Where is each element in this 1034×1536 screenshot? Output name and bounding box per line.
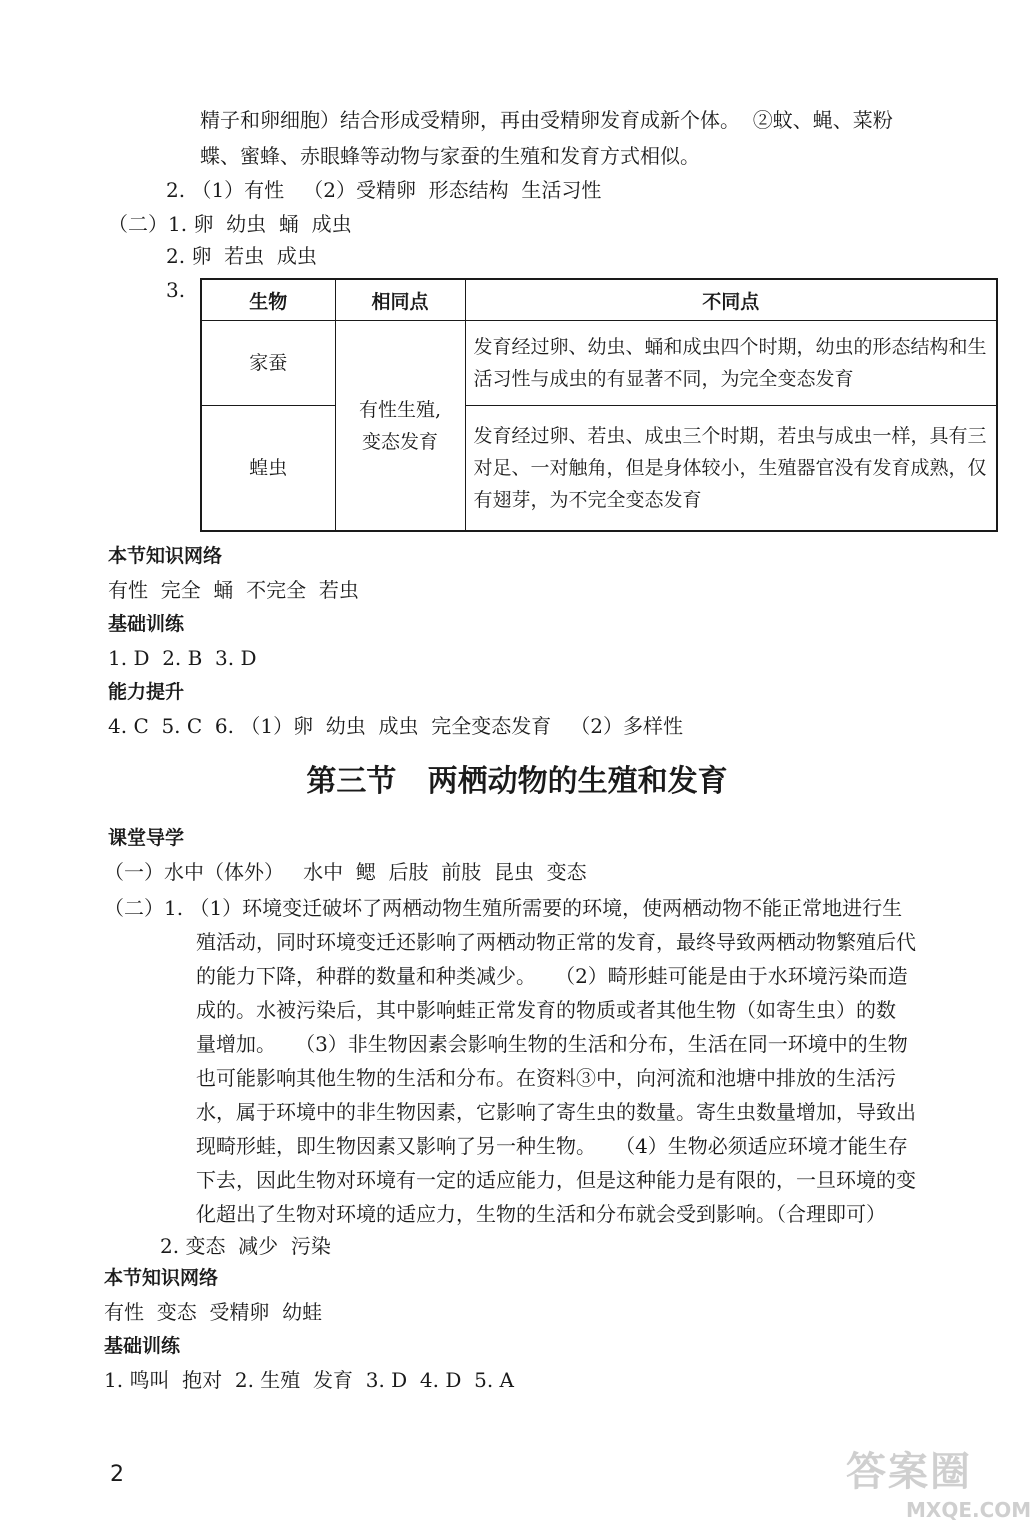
organism-cell: 家蚕 <box>201 321 335 406</box>
heading-basic-training: 基础训练 <box>108 613 185 635</box>
difference-cell: 发育经过卵、若虫、成虫三个时期，若虫与成虫一样，具有三对足、一对触角，但是身体较小，生殖器官没有发育成熟，仅有翅芽，为不完全变态发育 <box>465 406 997 531</box>
comparison-table <box>200 278 998 532</box>
answer-line: 精子和卵细胞）结合形成受精卵，再由受精卵发育成新个体。 ②蚊、蝇、菜粉 <box>200 108 893 132</box>
answer-line: 1. D 2. B 3. D <box>108 646 257 670</box>
watermark-logo <box>846 1440 1032 1530</box>
heading-knowledge-network: 本节知识网络 <box>104 1267 219 1289</box>
difference-cell: 发育经过卵、幼虫、蛹和成虫四个时期，幼虫的形态结构和生活习性与成虫的有显著不同，为完全变态发育 <box>465 321 997 406</box>
heading-ability: 能力提升 <box>108 681 185 703</box>
table-header: 不同点 <box>465 279 997 321</box>
answer-line: 有性 变态 受精卵 幼蛙 <box>104 1300 323 1324</box>
answer-paragraph-line: 也可能影响其他生物的生活和分布。在资料③中，向河流和池塘中排放的生活污 <box>196 1066 896 1090</box>
answer-paragraph-line: 水，属于环境中的非生物因素，它影响了寄生虫的数量。寄生虫数量增加，导致出 <box>196 1100 916 1124</box>
table-header: 相同点 <box>335 279 465 321</box>
common-cell <box>335 321 465 532</box>
answer-paragraph-line: 化超出了生物对环境的适应力，生物的生活和分布就会受到影响。（合理即可） <box>196 1202 886 1226</box>
table-row <box>201 321 997 406</box>
answer-line: 2. 变态 减少 污染 <box>160 1234 331 1258</box>
answer-paragraph-line: 量增加。 （3）非生物因素会影响生物的生活和分布，生活在同一环境中的生物 <box>196 1032 908 1056</box>
answer-paragraph-line: 现畸形蛙，即生物因素又影响了另一种生物。 （4）生物必须适应环境才能生存 <box>196 1134 908 1158</box>
heading-class-guide: 课堂导学 <box>108 827 185 849</box>
answer-line: 4. C 5. C 6. （1）卵 幼虫 成虫 完全变态发育 （2）多样性 <box>108 714 684 738</box>
page-number: 2 <box>110 1462 124 1487</box>
answer-line: 有性 完全 蛹 不完全 若虫 <box>108 578 359 602</box>
answer-line: 1. 鸣叫 抱对 2. 生殖 发育 3. D 4. D 5. A <box>104 1368 514 1392</box>
answer-paragraph-line: 的能力下降，种群的数量和种类减少。 （2）畸形蛙可能是由于水环境污染而造 <box>196 964 908 988</box>
answer-line: 2. 卵 若虫 成虫 <box>166 244 317 268</box>
common-text: 变态发育 <box>361 430 438 453</box>
answer-line: （二）1. 卵 幼虫 蛹 成虫 <box>108 212 352 236</box>
table-row <box>201 406 997 531</box>
answer-line: 2. （1）有性 （2）受精卵 形态结构 生活习性 <box>166 178 602 202</box>
table-header: 生物 <box>201 279 335 321</box>
heading-knowledge-network: 本节知识网络 <box>108 545 223 567</box>
question-number: 3. <box>166 278 186 302</box>
answer-line: 蝶、蜜蜂、赤眼蜂等动物与家蚕的生殖和发育方式相似。 <box>200 144 700 168</box>
table-header-row <box>201 279 997 321</box>
answer-paragraph-line: 殖活动，同时环境变迁还影响了两栖动物正常的发育，最终导致两栖动物繁殖后代 <box>196 930 916 954</box>
organism-cell: 蝗虫 <box>201 406 335 531</box>
answer-paragraph-line: 成的。水被污染后，其中影响蛙正常发育的物质或者其他生物（如寄生虫）的数 <box>196 998 896 1022</box>
watermark-text: 答案圈 <box>846 1449 972 1495</box>
watermark-url: MXQE.COM <box>906 1498 1032 1522</box>
heading-basic-training: 基础训练 <box>104 1335 181 1357</box>
section-title: 第三节 两栖动物的生殖和发育 <box>306 764 728 799</box>
answer-paragraph-line: 下去，因此生物对环境有一定的适应能力，但是这种能力是有限的，一旦环境的变 <box>196 1168 916 1192</box>
answer-paragraph-line: （二）1. （1）环境变迁破坏了两栖动物生殖所需要的环境，使两栖动物不能正常地进行生 <box>104 896 903 920</box>
common-text: 有性生殖, <box>358 398 442 421</box>
answer-line: （一）水中（体外） 水中 鳃 后肢 前肢 昆虫 变态 <box>104 860 587 884</box>
